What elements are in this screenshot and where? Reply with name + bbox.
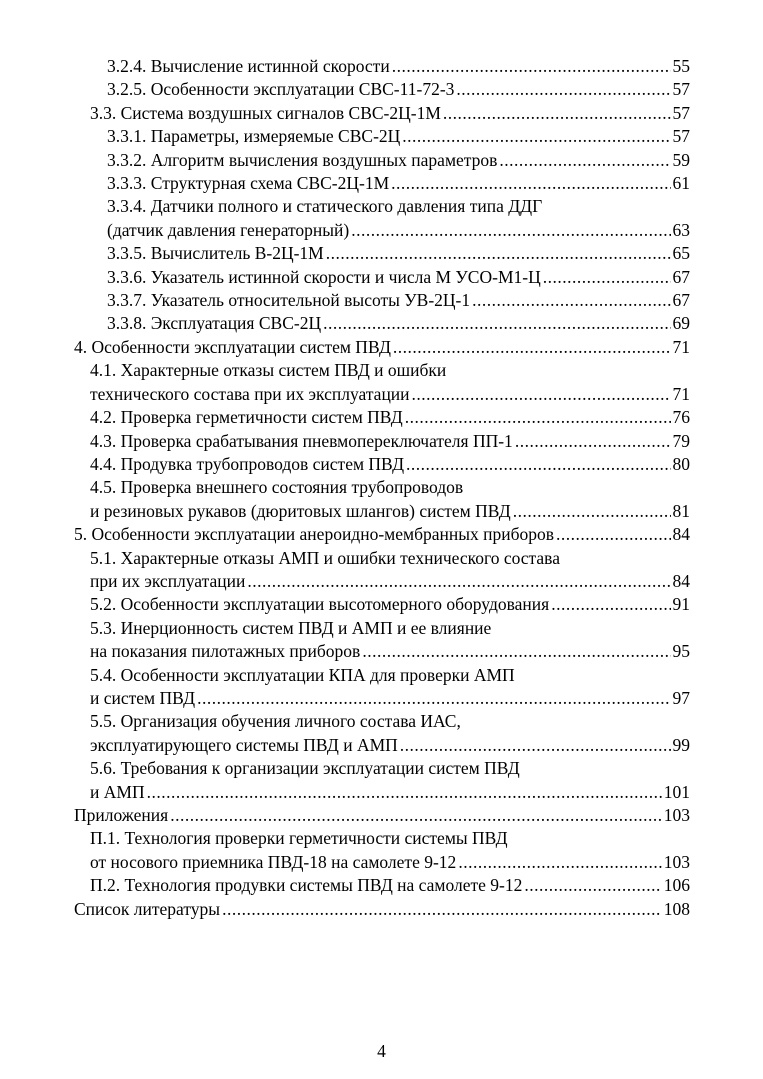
toc-page-number: 79 [672,430,690,451]
dot-leader [543,266,671,289]
toc-page-number: 101 [663,781,690,802]
toc-entry-title: Приложения [74,805,169,825]
dot-leader [499,149,670,172]
toc-entry-line [107,172,690,195]
toc-entry [74,336,690,359]
toc-page-number: 57 [672,79,690,100]
toc-entry [107,289,690,312]
dot-leader [323,312,670,335]
toc-page-number: 84 [672,570,690,591]
toc-entry [107,125,690,148]
toc-entry [74,523,690,546]
toc-entry-title: эксплуатирующего системы ПВД и АМП [90,734,398,755]
toc-entry [107,266,690,289]
dot-leader [362,640,670,663]
toc-entry-line [90,453,690,476]
toc-page-number: 55 [672,56,690,76]
toc-entry-title: 4.5. Проверка внешнего состояния трубопроводов [90,477,464,498]
toc-page-number: 97 [672,687,690,708]
toc-page-number: 57 [672,126,690,147]
toc-entry-title: 3.3.1. Параметры, измеряемые СВС-2Ц [107,126,401,147]
toc-entry-line [90,710,690,733]
dot-leader [458,851,661,874]
toc-entry-line [107,55,690,78]
toc-entry-line [107,312,690,335]
dot-leader [556,523,670,546]
toc-entry-title: (датчик давления генераторный) [107,219,350,240]
dot-leader [412,383,671,406]
toc-entry [107,195,690,242]
toc-entry-title: 3.3.7. Указатель относительной высоты УВ-2Ц-1 [107,290,471,311]
toc-entry-title: 4. Особенности эксплуатации систем ПВД [74,336,391,357]
toc-entry-line [90,617,690,640]
toc-entry-line [90,500,690,523]
toc-page-number: 65 [672,243,690,264]
table-of-contents [0,55,763,921]
toc-entry-title: 5.3. Инерционность систем ПВД и АМП и ее влияние [90,617,492,638]
toc-page-number: 84 [672,524,690,545]
toc-page-number: 57 [672,102,690,123]
toc-page-number: 59 [672,149,690,170]
toc-entry-title: 4.3. Проверка срабатывания пневмопереключателя ПП-1 [90,430,513,451]
toc-entry-title: 5.4. Особенности эксплуатации КПА для проверки АМП [90,664,515,685]
toc-entry-line [90,640,690,663]
toc-entry-line [90,827,690,850]
toc-entry-title: 4.2. Проверка герметичности систем ПВД [90,407,403,428]
toc-entry-line [90,874,690,897]
toc-entry-line [90,430,690,453]
toc-entry-title: 3.2.5. Особенности эксплуатации СВС-11-72-3 [107,79,455,100]
dot-leader [351,219,670,242]
dot-leader [391,172,670,195]
toc-entry [74,804,690,827]
toc-page-number: 67 [672,290,690,311]
dot-leader [400,734,671,757]
toc-entry [90,664,690,711]
toc-entry-line [107,219,690,242]
dot-leader [524,874,661,897]
toc-entry-line [90,593,690,616]
toc-entry-title: 3.3.3. Структурная схема СВС-2Ц-1М [107,173,390,194]
toc-entry [107,312,690,335]
toc-page-number: 71 [672,336,690,357]
toc-entry-line [90,359,690,382]
toc-entry-title: и резиновых рукавов (дюритовых шлангов) систем ПВД [90,500,511,521]
toc-entry [107,55,690,78]
toc-entry-title: 3.3.2. Алгоритм вычисления воздушных параметров [107,149,498,170]
toc-entry [90,593,690,616]
toc-entry-line [90,570,690,593]
toc-entry-title: при их эксплуатации [90,570,246,591]
toc-entry [90,453,690,476]
toc-entry-line [74,336,690,359]
dot-leader [513,500,671,523]
toc-page-number: 91 [672,594,690,615]
toc-entry-line [74,898,690,921]
toc-page-number: 76 [672,407,690,428]
dot-leader [170,804,662,827]
toc-entry-title: 4.4. Продувка трубопроводов систем ПВД [90,453,405,474]
toc-entry-line [90,734,690,757]
toc-entry-title: технического состава при их эксплуатации [90,383,410,404]
toc-entry-title: 5. Особенности эксплуатации анероидно-мембранных приборов [74,524,555,545]
dot-leader [406,453,670,476]
toc-entry-line [107,125,690,148]
toc-entry-line [90,781,690,804]
dot-leader [402,125,670,148]
toc-page-number: 106 [663,875,690,896]
dot-leader [456,78,670,101]
toc-page-number: 61 [672,173,690,194]
toc-entry-title: 3.3.4. Датчики полного и статического давления типа ДДГ [107,196,543,217]
toc-entry-title: 3.2.4. Вычисление истинной скорости [107,56,390,76]
toc-entry [107,242,690,265]
toc-entry-line [90,102,690,125]
toc-entry [74,898,690,921]
dot-leader [393,336,671,359]
toc-entry-title: 5.1. Характерные отказы АМП и ошибки технического состава [90,547,560,568]
toc-entry-line [107,242,690,265]
toc-page-number: 103 [663,851,690,872]
dot-leader [551,593,670,616]
toc-entry-title: и АМП [90,781,145,802]
toc-entry-line [90,383,690,406]
toc-entry-line [107,78,690,101]
toc-entry-line [90,664,690,687]
toc-entry-title: 3.3.8. Эксплуатация СВС-2Ц [107,313,322,334]
dot-leader [515,430,671,453]
toc-entry-line [74,523,690,546]
dot-leader [326,242,671,265]
toc-entry-line [107,266,690,289]
toc-entry [107,149,690,172]
toc-page-number: 99 [672,734,690,755]
toc-page-number: 69 [672,313,690,334]
dot-leader [472,289,670,312]
toc-entry-title: 3.3.6. Указатель истинной скорости и числа М УСО-М1-Ц [107,266,541,287]
toc-entry-title: 3.3.5. Вычислитель В-2Ц-1М [107,243,324,264]
toc-entry-title: 5.2. Особенности эксплуатации высотомерного оборудования [90,594,550,615]
dot-leader [147,781,662,804]
toc-page-number: 95 [672,641,690,662]
toc-entry-title: П.2. Технология продувки системы ПВД на самолете 9-12 [90,875,523,896]
toc-entry [90,359,690,406]
toc-entry-line [107,149,690,172]
toc-entry [90,827,690,874]
toc-entry-line [90,851,690,874]
toc-entry-line [107,195,690,218]
toc-page-number: 71 [672,383,690,404]
page-number: 4 [377,1041,386,1061]
toc-entry [90,757,690,804]
dot-leader [443,102,671,125]
toc-entry-title: на показания пилотажных приборов [90,641,361,662]
toc-entry-line [90,687,690,710]
toc-entry-title: 5.6. Требования к организации эксплуатации систем ПВД [90,758,520,779]
toc-entry-title: Список литературы [74,898,221,919]
toc-entry [90,547,690,594]
toc-entry [90,710,690,757]
toc-entry-title: П.1. Технология проверки герметичности системы ПВД [90,828,508,849]
toc-entry-line [90,547,690,570]
toc-entry [107,78,690,101]
toc-entry [90,476,690,523]
toc-entry-line [90,476,690,499]
toc-entry-line [74,804,690,827]
toc-entry [90,406,690,429]
toc-entry-line [90,757,690,780]
toc-entry [90,430,690,453]
toc-entry-title: и систем ПВД [90,687,196,708]
dot-leader [405,406,671,429]
dot-leader [247,570,670,593]
toc-entry [90,617,690,664]
toc-page-number: 67 [672,266,690,287]
toc-entry-line [107,289,690,312]
toc-entry [107,172,690,195]
toc-entry-title: 4.1. Характерные отказы систем ПВД и ошибки [90,360,447,381]
toc-page-number: 103 [663,805,690,825]
dot-leader [392,55,671,78]
toc-entry-line [90,406,690,429]
dot-leader [197,687,670,710]
toc-page-number: 108 [663,898,690,919]
toc-page-number: 63 [672,219,690,240]
toc-entry [90,102,690,125]
dot-leader [222,898,662,921]
toc-entry-title: 3.3. Система воздушных сигналов СВС-2Ц-1М [90,102,441,123]
toc-page-number: 80 [672,453,690,474]
toc-page-number: 81 [672,500,690,521]
toc-entry-title: 5.5. Организация обучения личного состава ИАС, [90,711,461,732]
toc-entry [90,874,690,897]
toc-entry-title: от носового приемника ПВД-18 на самолете 9-12 [90,851,457,872]
